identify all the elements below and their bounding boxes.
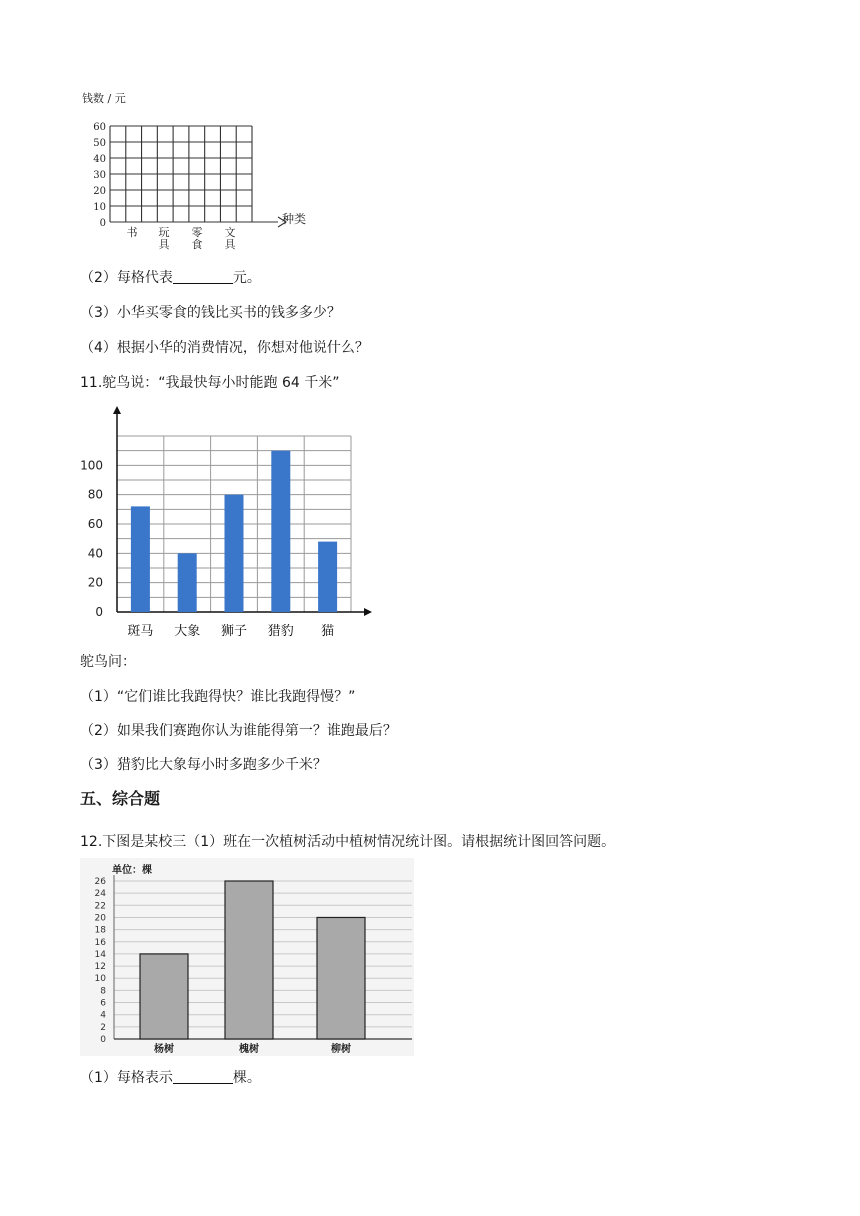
y-tick-label: 16 [94,937,106,948]
y-tick-label: 4 [100,1010,106,1021]
category-label: 斑马 [127,624,154,639]
y-tick-label: 20 [87,575,103,590]
bar-猎豹 [271,451,290,612]
y-tick-label: 40 [87,546,103,561]
y-axis-label: 钱数 / 元 [82,92,126,105]
q12-title: 12.下图是某校三（1）班在一次植树活动中植树情况统计图。请根据统计图回答问题。 [80,834,616,850]
y-tick-label: 8 [100,986,106,997]
y-tick-label: 30 [93,170,106,181]
y-tick-label: 80 [87,487,103,502]
y-tick-label: 12 [94,962,106,973]
category-label: 文具 [224,226,236,251]
bar-大象 [178,553,197,612]
answer-blank[interactable] [173,269,233,284]
y-tick-label: 18 [94,925,106,936]
tree-planting-bar-chart [80,858,414,1056]
y-tick-labels [93,122,106,229]
y-tick-label: 26 [94,877,106,887]
x-axis-label: 种类 [282,212,307,226]
x-axis-arrow [364,608,372,616]
y-tick-label: 10 [94,974,106,985]
y-tick-label: 100 [80,458,103,473]
y-tick-label: 60 [87,517,103,531]
q11-3-text: （3）猎豹比大象每小时多跑多少千米？ [80,757,327,773]
category-label: 大象 [174,624,201,639]
bar-猫 [318,542,337,612]
category-label: 狮子 [220,624,248,639]
blank-grid-figure [80,88,320,258]
bar-斑马 [131,506,150,612]
category-label: 零食 [191,226,203,251]
category-label: 杨树 [154,1044,174,1055]
y-tick-label: 50 [93,138,106,149]
category-label: 猫 [321,624,335,639]
category-label: 槐树 [239,1044,259,1055]
section-heading: 五、综合题 [80,789,161,808]
q11-title: 11.鸵鸟说：“我最快每小时能跑 64 千米” [80,375,340,391]
q10-3-text: （3）小华买零食的钱比买书的钱多多少？ [80,305,341,321]
y-tick-label: 24 [94,889,106,900]
category-label: 玩具 [158,226,170,251]
animal-speed-bar-chart [80,402,380,644]
y-tick-label: 0 [100,1035,106,1045]
bar-杨树 [140,954,188,1039]
q11-2-text: （2）如果我们赛跑你认为谁能得第一？谁跑最后？ [80,723,397,739]
y-tick-label: 22 [94,901,106,912]
grid-lines [110,126,286,227]
q11-1-text: （1）“它们谁比我跑得快？谁比我跑得慢？” [80,689,356,705]
category-label: 书 [126,226,138,239]
bar-柳树 [317,917,365,1039]
y-tick-label: 0 [95,605,103,619]
q10-4-text: （4）根据小华的消费情况，你想对他说什么？ [80,340,369,356]
category-label: 猎豹 [267,624,294,639]
unit-label: 单位：棵 [112,865,152,876]
category-labels [127,225,237,251]
q10-2-text: （2）每格代表 元。 [80,270,261,286]
q12-1-text: （1）每格表示 棵。 [80,1070,261,1086]
y-tick-label: 0 [99,218,106,229]
y-tick-label: 20 [94,913,106,924]
category-label: 柳树 [331,1044,351,1055]
y-tick-label: 6 [100,998,106,1009]
y-tick-label: 60 [93,122,106,133]
bar-槐树 [225,881,273,1039]
y-tick-label: 10 [93,202,106,213]
answer-blank[interactable] [173,1069,233,1084]
bar-狮子 [225,495,244,612]
y-tick-label: 20 [93,186,106,197]
q11-ask: 鸵鸟问： [80,654,136,670]
y-axis-arrow [113,406,121,414]
y-tick-label: 40 [93,154,106,165]
y-tick-label: 2 [100,1022,106,1033]
y-tick-label: 14 [94,949,106,960]
